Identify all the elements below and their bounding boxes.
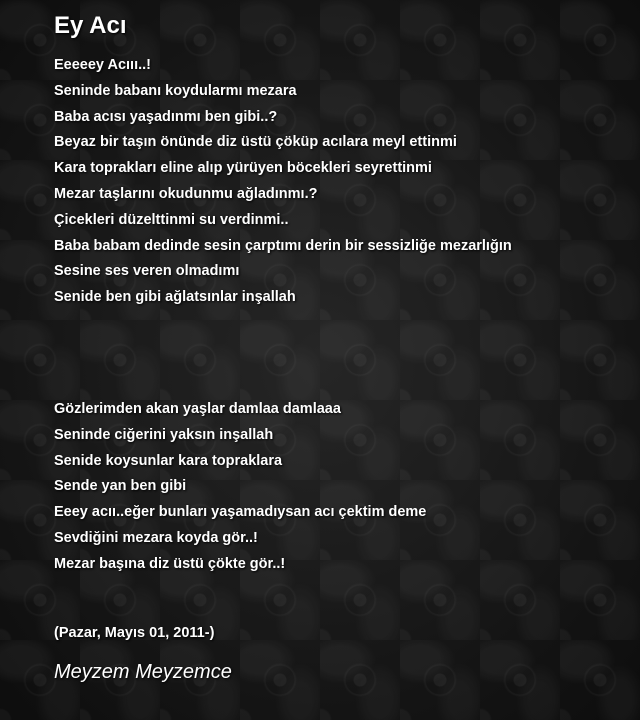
poem-body: [54, 53, 614, 578]
poem-title: Ey Acı: [54, 12, 127, 39]
poem-line: Sende yan ben gibi: [54, 478, 187, 495]
stanza-1: [54, 53, 614, 311]
poem-line: Seninde ciğerini yaksın inşallah: [54, 426, 274, 443]
poem-line: Sesine ses veren olmadımı: [54, 263, 240, 280]
poem-line: Baba babam dedinde sesin çarptımı derin bir sessizliğe mezarlığın: [54, 237, 512, 254]
poem-line: Eeey acıı..eğer bunları yaşamadıysan acı çektim deme: [54, 504, 427, 521]
poem-line: Sevdiğini mezara koyda gör..!: [54, 529, 258, 546]
poem-line: Eeeeey Acııı..!: [54, 57, 151, 73]
poem-line: Mezar başına diz üstü çökte gör..!: [54, 555, 286, 572]
poem-line: Çicekleri düzelttinmi su verdinmi..: [54, 211, 289, 228]
poem-date: (Pazar, Mayıs 01, 2011-): [54, 625, 215, 641]
poem-author: Meyzem Meyzemce: [54, 661, 232, 683]
poem-line: Mezar taşlarını okudunmu ağladınmı.?: [54, 185, 318, 202]
poem-line: Kara toprakları eline alıp yürüyen böcekleri seyrettinmi: [54, 160, 432, 177]
stanza-gap: [54, 311, 614, 397]
stanza-2: [54, 397, 614, 578]
poem-line: Seninde babanı koydularmı mezara: [54, 82, 297, 99]
poem-line: Beyaz bir taşın önünde diz üstü çöküp acılara meyl ettinmi: [54, 134, 457, 151]
poem-line: Baba acısı yaşadınmı ben gibi..?: [54, 108, 278, 125]
poem-line: Gözlerimden akan yaşlar damlaa damlaaa: [54, 400, 341, 417]
poem-line: Senide koysunlar kara topraklara: [54, 452, 283, 469]
poem-line: Senide ben gibi ağlatsınlar inşallah: [54, 289, 296, 306]
